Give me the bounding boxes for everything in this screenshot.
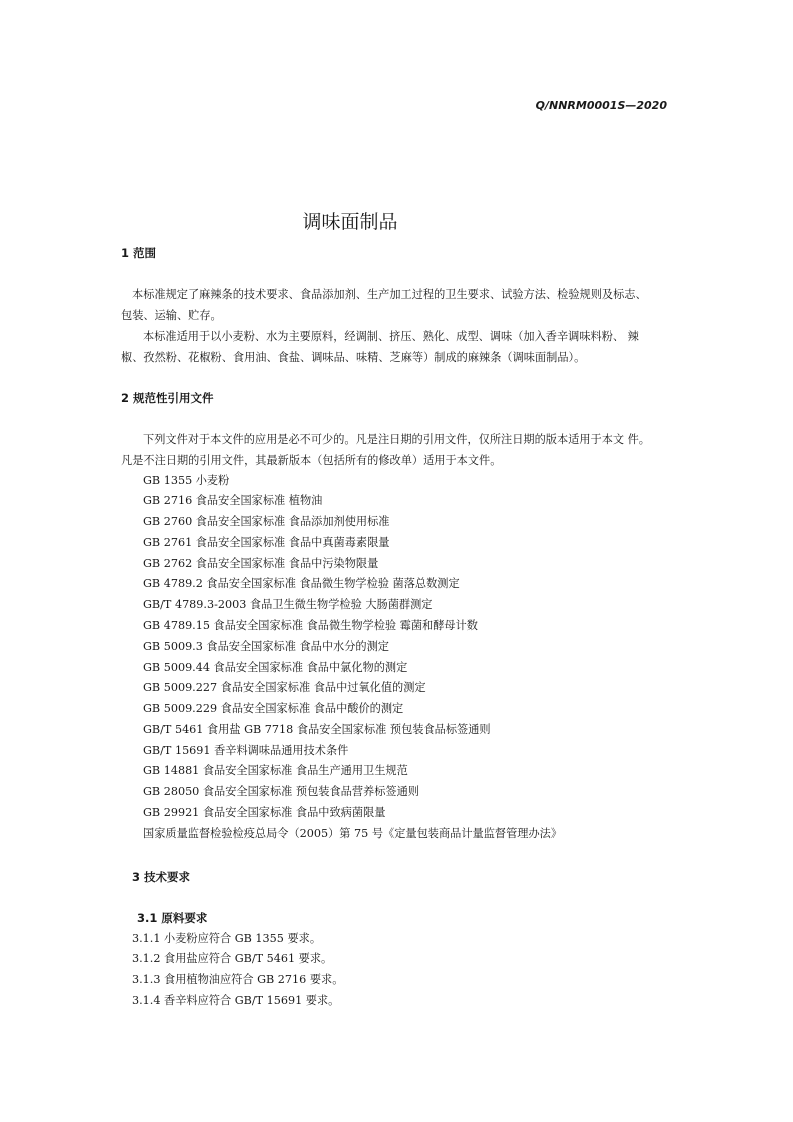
section-3-1-heading: 3.1 原料要求 bbox=[137, 911, 208, 925]
reference-item: GB 14881 食品安全国家标准 食品生产通用卫生规范 bbox=[143, 764, 408, 777]
scope-paragraph-1-line-2: 包装、运输、贮存。 bbox=[121, 309, 222, 322]
references-intro-line-2: 凡是不注日期的引用文件，其最新版本（包括所有的修改单）适用于本文件。 bbox=[121, 454, 502, 467]
reference-item: GB 5009.44 食品安全国家标准 食品中氯化物的测定 bbox=[143, 661, 408, 674]
reference-item: GB 2762 食品安全国家标准 食品中污染物限量 bbox=[143, 557, 379, 570]
section-1-heading: 1 范围 bbox=[121, 246, 157, 260]
reference-item: GB 29921 食品安全国家标准 食品中致病菌限量 bbox=[143, 806, 386, 819]
scope-paragraph-2-line-2: 椒、孜然粉、花椒粉、食用油、食盐、调味品、味精、芝麻等）制成的麻辣条（调味面制品）。 bbox=[121, 351, 586, 364]
reference-item: GB 5009.229 食品安全国家标准 食品中酸价的测定 bbox=[143, 702, 404, 715]
section-2-heading: 2 规范性引用文件 bbox=[121, 391, 214, 405]
document-title: 调味面制品 bbox=[302, 211, 398, 233]
scope-paragraph-2-line-1: 本标准适用于以小麦粉、水为主要原料，经调制、挤压、熟化、成型、调味（加入香辛调味料粉、 辣 bbox=[143, 330, 639, 343]
section-3-heading: 3 技术要求 bbox=[132, 870, 191, 884]
reference-item: GB 2761 食品安全国家标准 食品中真菌毒素限量 bbox=[143, 536, 390, 549]
reference-item: 国家质量监督检验检疫总局令（2005）第 75 号《定量包装商品计量监督管理办法》 bbox=[143, 827, 563, 840]
document-code: Q/NNRM0001S—2020 bbox=[535, 99, 667, 112]
reference-item: GB/T 5461 食用盐 GB 7718 食品安全国家标准 预包装食品标签通则 bbox=[143, 723, 491, 736]
reference-item: GB 4789.15 食品安全国家标准 食品微生物学检验 霉菌和酵母计数 bbox=[143, 619, 478, 632]
reference-item: GB 1355 小麦粉 bbox=[143, 474, 230, 487]
reference-item: GB 28050 食品安全国家标准 预包装食品营养标签通则 bbox=[143, 785, 419, 798]
reference-item: GB 5009.227 食品安全国家标准 食品中过氧化值的测定 bbox=[143, 681, 426, 694]
requirement-item: 3.1.3 食用植物油应符合 GB 2716 要求。 bbox=[132, 973, 344, 986]
requirement-item: 3.1.2 食用盐应符合 GB/T 5461 要求。 bbox=[132, 952, 333, 965]
references-intro-line-1: 下列文件对于本文件的应用是必不可少的。凡是注日期的引用文件，仅所注日期的版本适用于本文 件。 bbox=[143, 433, 650, 446]
reference-item: GB 2716 食品安全国家标准 植物油 bbox=[143, 494, 323, 507]
reference-item: GB 5009.3 食品安全国家标准 食品中水分的测定 bbox=[143, 640, 389, 653]
reference-item: GB/T 4789.3-2003 食品卫生微生物学检验 大肠菌群测定 bbox=[143, 598, 433, 611]
reference-item: GB/T 15691 香辛料调味品通用技术条件 bbox=[143, 744, 349, 757]
requirement-item: 3.1.4 香辛料应符合 GB/T 15691 要求。 bbox=[132, 994, 340, 1007]
reference-item: GB 4789.2 食品安全国家标准 食品微生物学检验 菌落总数测定 bbox=[143, 577, 460, 590]
scope-paragraph-1-line-1: 本标准规定了麻辣条的技术要求、食品添加剂、生产加工过程的卫生要求、试验方法、检验规则及标志、 bbox=[132, 288, 647, 301]
reference-item: GB 2760 食品安全国家标准 食品添加剂使用标准 bbox=[143, 515, 390, 528]
requirement-item: 3.1.1 小麦粉应符合 GB 1355 要求。 bbox=[132, 932, 322, 945]
